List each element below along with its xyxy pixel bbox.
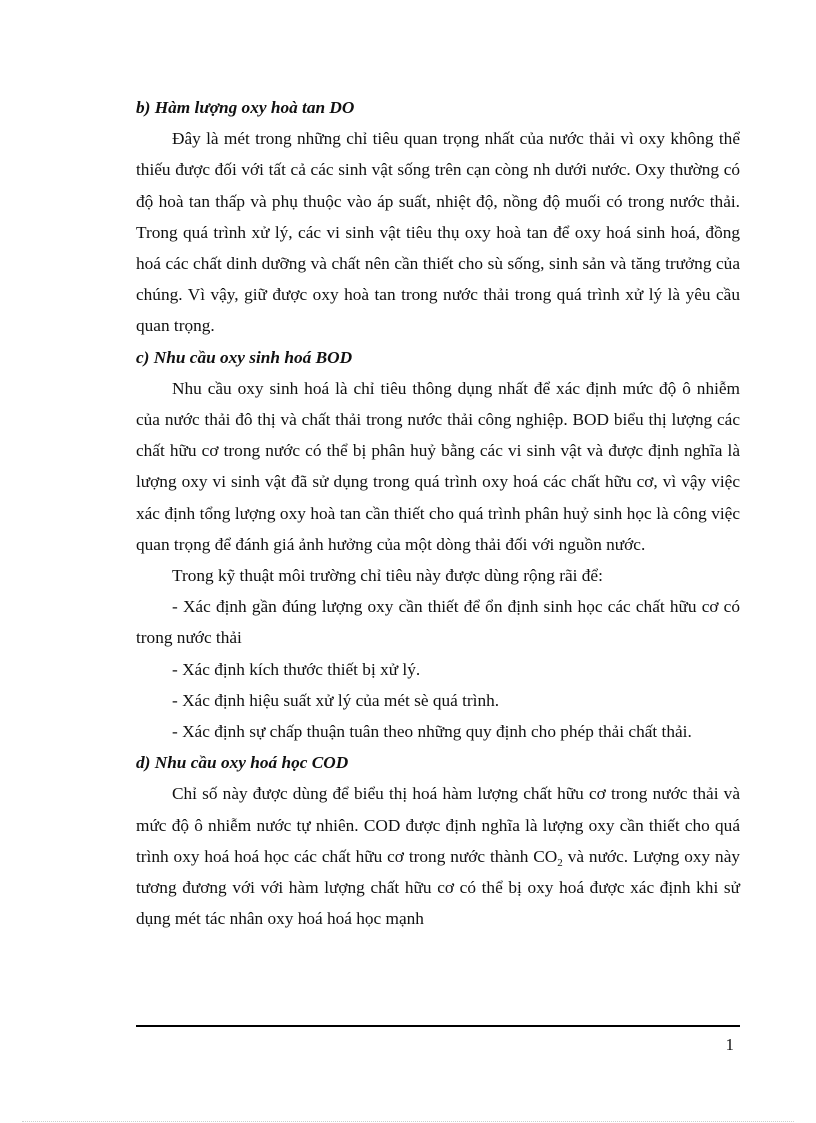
document-body <box>136 92 740 934</box>
section-bod <box>136 342 740 748</box>
co2-subscript: 2 <box>557 856 563 869</box>
paragraph-bod-usage: Trong kỹ thuật môi trường chỉ tiêu này được dùng rộng rãi để: <box>172 566 603 586</box>
paragraph-cod <box>136 778 740 934</box>
paragraph-cod-text-end: và nước. Lượng oxy này tương đương với với hàm lượng chất hữu cơ có thể bị oxy hoá được xác định khi sử dụng mét tác nhân oxy hoá hoá học mạnh <box>136 846 741 929</box>
section-heading-bod: c) Nhu cầu oxy sinh hoá BOD <box>136 347 353 367</box>
bullet-item: - Xác định gần đúng lượng oxy cần thiết để ổn định sinh học các chất hữu cơ có trong nước thải <box>136 597 740 648</box>
paragraph-bod-definition: Nhu cầu oxy sinh hoá là chỉ tiêu thông dụng nhất để xác định mức độ ô nhiễm của nước thải đô thị và chất thải trong nước thải công nghiệp. BOD biểu thị lượng các chất hữu cơ trong nước có thể bị phân huỷ bằng các vi sinh vật và được định nghĩa là lượng oxy vi sinh vật đã sử dụng trong quá trình oxy hoá các chất hữu cơ, vì vậy việc xác định tổng lượng oxy hoà tan cần thiết cho quá trình phân huỷ sinh học là công việc quan trọng để đánh giá ảnh hưởng của một dòng thải đối với nguồn nước. <box>136 378 740 554</box>
paragraph-cod-text-start: Chỉ số này được dùng để biểu thị hoá hàm lượng chất hữu cơ trong nước thải và mức độ ô nhiễm nước tự nhiên. COD được định nghĩa là lượng oxy cần thiết cho quá trình oxy hoá hoá học các chất hữu cơ trong nước thành CO <box>136 784 740 866</box>
page-number: 1 <box>725 1035 734 1054</box>
section-do <box>136 92 740 342</box>
bullet-item: - Xác định sự chấp thuận tuân theo những quy định cho phép thải chất thải. <box>172 722 692 742</box>
section-heading-cod: d) Nhu cầu oxy hoá học COD <box>136 753 349 773</box>
footer-rule <box>136 1025 740 1027</box>
bullet-item: - Xác định hiệu suất xử lý của mét sè quá trình. <box>172 690 500 710</box>
section-heading-do: b) Hàm lượng oxy hoà tan DO <box>136 98 355 117</box>
bullet-item: - Xác định kích thước thiết bị xử lý. <box>172 659 421 679</box>
page-bottom-border <box>22 1121 794 1122</box>
paragraph-do: Đây là mét trong những chỉ tiêu quan trọng nhất của nước thải vì oxy không thể thiếu được đối với tất cả các sinh vật sống trên cạn còng nh dưới nước. Oxy thường có độ hoà tan thấp và phụ thuộc vào áp suất, nhiệt độ, nồng độ muối có trong nước thải. Trong quá trình xử lý, các vi sinh vật tiêu thụ oxy hoà tan để oxy hoá sinh hoá, đồng hoá các chất dinh dưỡng và chất nên cần thiết cho sù sống, sinh sản và tăng trưởng của chúng. Vì vậy, giữ được oxy hoà tan trong nước thải trong quá trình xử lý là yêu cầu quan trọng. <box>136 129 740 336</box>
section-cod <box>136 747 740 934</box>
